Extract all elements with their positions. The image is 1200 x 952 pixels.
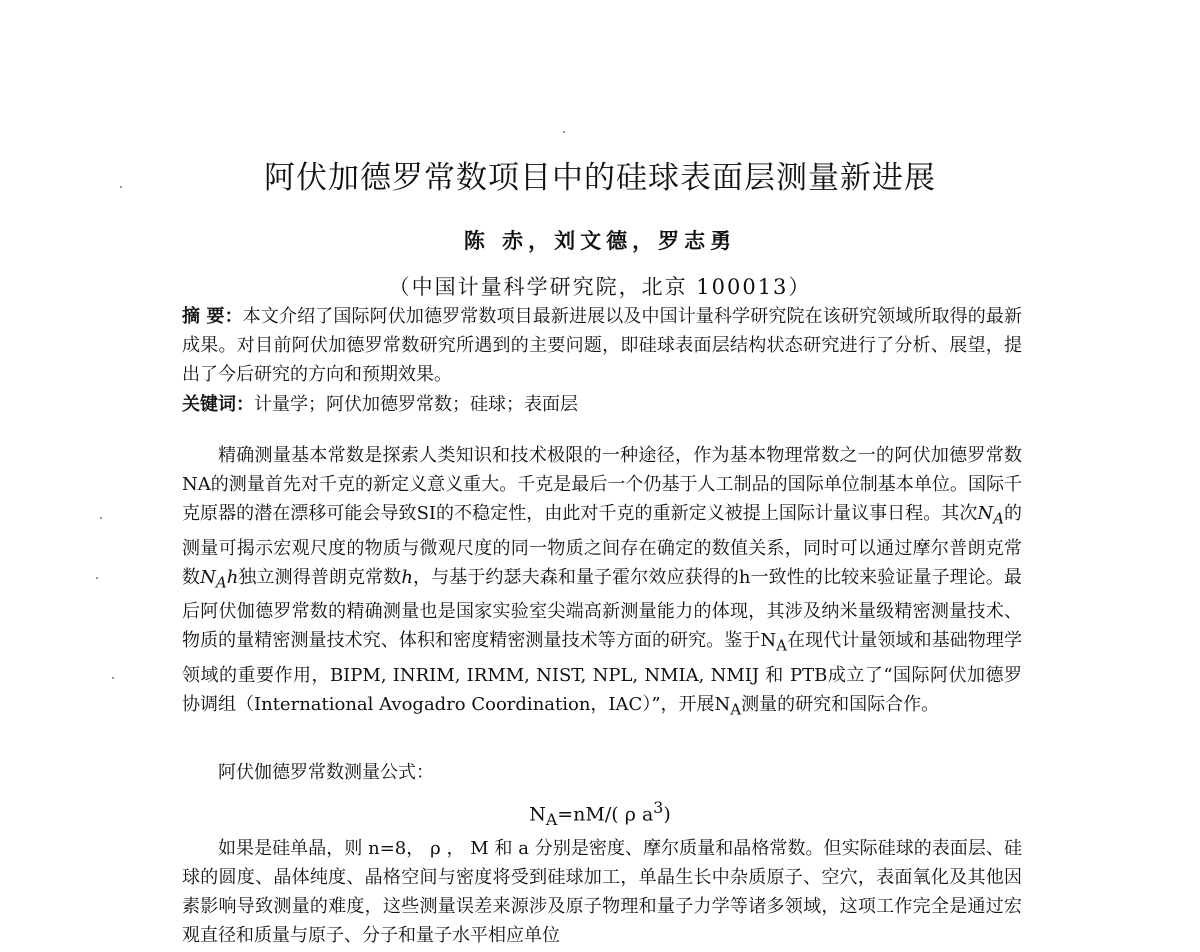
- author-list: 陈 赤，刘文德，罗志勇: [463, 228, 737, 253]
- paper-title: 阿伏加德罗常数项目中的硅球表面层测量新进展: [264, 160, 936, 196]
- paragraph-text: ，与基于约瑟夫森和量子霍尔效应获得的h一致性的比较来验证量子理论。最后阿伏伽德罗常数的精确测量也是国家实验室尖端高新测量能力的体现，其涉及纳米量级精密测量技术、物质的量精密测量技术究、体积和密度精密测量技术等方面的研究。鉴于: [182, 566, 1023, 652]
- paragraph-text: 测量的研究和国际合作。: [741, 693, 940, 715]
- avogadro-symbol: $N_A$: [714, 693, 742, 719]
- planck-symbol: h: [226, 566, 239, 588]
- body-paragraph-1: [182, 441, 1022, 724]
- paragraph-text: 的测量可揭示宏观尺度的物质与微观尺度的同一物质之间存在确定的数值关系，同时可以通过摩尔普朗克常数: [182, 503, 1023, 588]
- body-paragraph-3: 如果是硅单晶，则 n=8， ρ ， M 和 a 分别是密度、摩尔质量和晶格常数。但实际硅球的表面层、硅球的圆度、晶体纯度、晶格空间与密度将受到硅球加工，单晶生长中杂质原子、空穴，表面氧化及其他因素影响导致测量的难度，这些测量误差来源涉及原子物理和量子力学等诸多领域，这项工作完全是通过宏观直径和质量与原子、分子和量子水平相应单位: [182, 838, 1022, 946]
- planck-symbol: h: [401, 566, 413, 588]
- abstract: [182, 302, 1022, 389]
- keywords: [182, 390, 1022, 419]
- avogadro-symbol: $N_A$: [200, 566, 227, 592]
- paragraph-text: 精确测量基本常数是探索人类知识和技术极限的一种途径，作为基本物理常数之一的阿伏加德罗常数NA的测量首先对千克的新定义意义重大。千克是最后一个仍基于人工制品的国际单位制基本单位。国际千克原器的潜在漂移可能会导致SI的不稳定性，由此对千克的重新定义被提上国际计量议事日程。其次: [182, 445, 1022, 524]
- affiliation: （中国计量科学研究院，北京 100013）: [388, 275, 812, 299]
- avogadro-symbol: $N_A$: [760, 630, 788, 655]
- scan-speck: [112, 677, 114, 679]
- keywords-label: 关键词：: [182, 394, 254, 415]
- keywords-text: 计量学；阿伏加德罗常数；硅球；表面层: [254, 394, 578, 415]
- avogadro-symbol: $N_A$: [977, 503, 1004, 528]
- abstract-label: 摘 要：: [182, 306, 243, 327]
- paragraph-text: 独立测得普朗克常数: [238, 566, 402, 588]
- scan-speck: [96, 577, 98, 579]
- body-paragraph-2: 阿伏伽德罗常数测量公式：: [218, 762, 434, 783]
- avogadro-formula: $N_A=nM/$( ρ $a^3$): [529, 798, 671, 830]
- abstract-text: 本文介绍了国际阿伏加德罗常数项目最新进展以及中国计量科学研究院在该研究领域所取得的最新成果。对目前阿伏加德罗常数研究所遇到的主要问题，即硅球表面层结构状态研究进行了分析、展望，提出了今后研究的方向和预期效果。: [182, 306, 1022, 385]
- scan-speck: [100, 517, 102, 519]
- paragraph-text: 在现代计量领域和基础物理学领域的重要作用，BIPM, INRIM, IRMM, NIST, NPL, NMIA, NMIJ 和 PTB成立了“国际阿伏加德罗协调组（International Avogadro Coordination，IAC）”，开展: [182, 630, 1022, 715]
- scan-speck: [563, 131, 565, 133]
